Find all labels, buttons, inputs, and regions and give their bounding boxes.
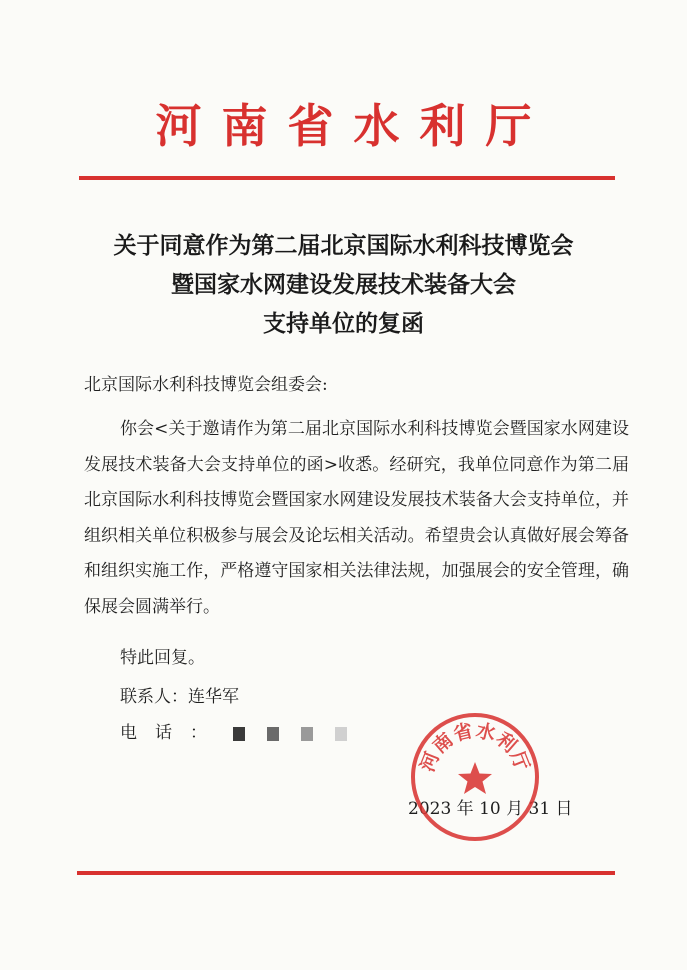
agency-letterhead: 河南省水利厅 <box>155 99 552 153</box>
letterhead-divider <box>79 176 615 180</box>
official-seal <box>408 710 542 844</box>
redacted-phone-block <box>335 727 347 741</box>
seal-star-icon <box>458 762 492 794</box>
contact-person <box>120 685 239 709</box>
redacted-phone-block <box>267 727 279 741</box>
redacted-phone-block <box>301 727 313 741</box>
contact-label: 联系人： <box>120 687 188 707</box>
title-line-1: 关于同意作为第二届北京国际水利科技博览会 <box>113 232 574 259</box>
document-date: 2023 年 10 月 31 日 <box>408 799 573 819</box>
document-title <box>0 226 687 343</box>
closing-remark: 特此回复。 <box>120 648 205 668</box>
title-line-3: 支持单位的复函 <box>263 310 424 337</box>
seal-text: 河南省水利厅 <box>416 719 534 775</box>
addressee: 北京国际水利科技博览会组委会: <box>84 375 328 395</box>
footer-divider <box>77 871 615 875</box>
phone-label: 电话： <box>120 723 225 743</box>
redacted-phone-block <box>233 727 245 741</box>
phone-line <box>120 721 361 745</box>
body-paragraph: 你会<关于邀请作为第二届北京国际水利科技博览会暨国家水网建设发展技术装备大会支持单位的函>收悉。经研究，我单位同意作为第二届北京国际水利科技博览会暨国家水网建设发展技术装备大会支持单位，并组织相关单位积极参与展会及论坛相关活动。希望贵会认真做好展会筹备和组织实施工作，严格遵守国家相关法律法规，加强展会的安全管理，确保展会圆满举行。 <box>84 419 629 617</box>
contact-name: 连华军 <box>188 687 239 707</box>
title-line-2: 暨国家水网建设发展技术装备大会 <box>171 271 516 298</box>
